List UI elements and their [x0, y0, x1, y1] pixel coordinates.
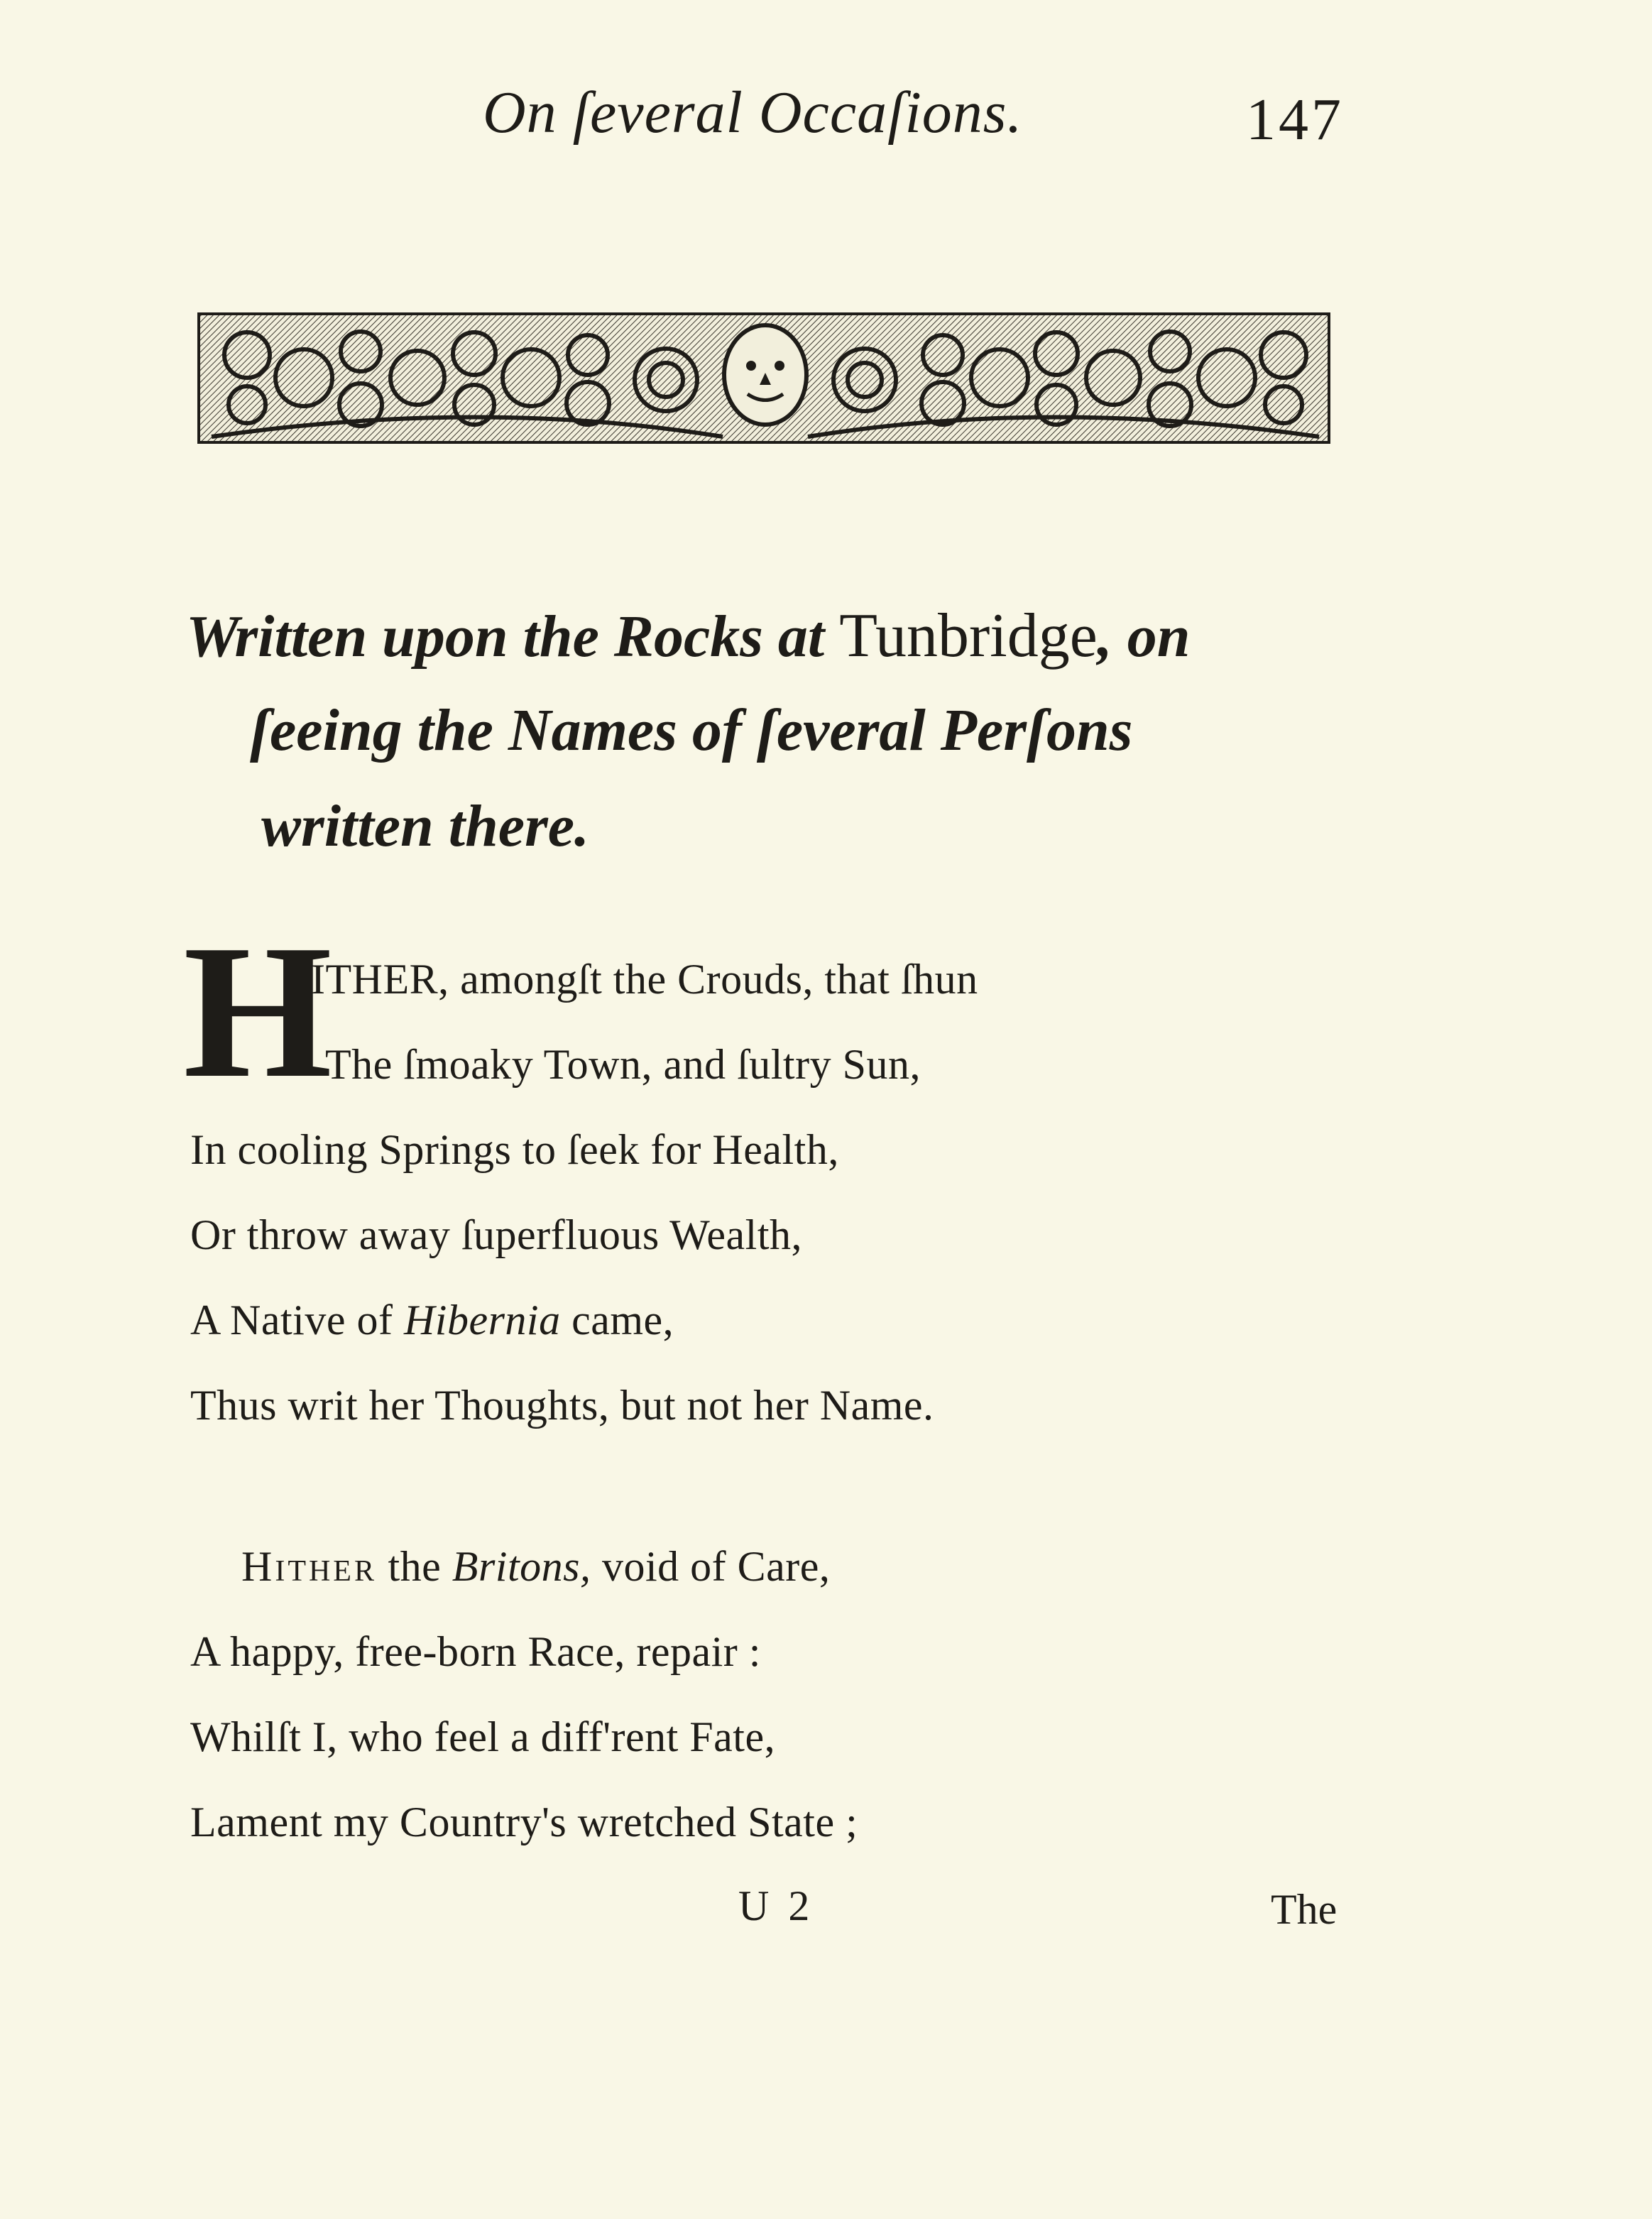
verse-line: Thus writ her Thoughts, but not her Name. [190, 1382, 934, 1429]
verse-line: Or throw away ſuperfluous Wealth, [190, 1211, 803, 1258]
poem-title-line-1: Written upon the Rocks at Tunbridge, on [186, 601, 1191, 670]
verse-line: Hither the Britons, void of Care, [241, 1543, 831, 1590]
verse-line: A happy, free-born Race, repair : [190, 1628, 761, 1675]
verse-line: In cooling Springs to ſeek for Health, [190, 1126, 839, 1173]
poem-title-line-3: written there. [261, 793, 590, 859]
drop-cap: H [183, 905, 333, 1118]
page-number: 147 [1246, 87, 1344, 153]
ornamental-headpiece [197, 312, 1330, 444]
verse-line: Lament my Country's wretched State ; [190, 1799, 858, 1845]
catchword: The [1271, 1886, 1338, 1933]
verse-line: Whilſt I, who feel a diff'rent Fate, [190, 1713, 776, 1760]
place-name: Tunbridge [839, 601, 1098, 670]
verse-line: A Native of Hibernia came, [190, 1297, 674, 1343]
people-name: Britons, [452, 1543, 591, 1590]
verse-line: ITHER, amongſt the Crouds, that ſhun [311, 956, 978, 1003]
running-title: On ſeveral Occaſions. [483, 80, 1023, 146]
signature-mark: U 2 [738, 1882, 814, 1929]
verse-line: The ſmoaky Town, and ſultry Sun, [325, 1041, 921, 1088]
place-name: Hibernia [403, 1297, 561, 1343]
poem-title-line-2: ſeeing the Names of ſeveral Perſons [250, 697, 1133, 763]
